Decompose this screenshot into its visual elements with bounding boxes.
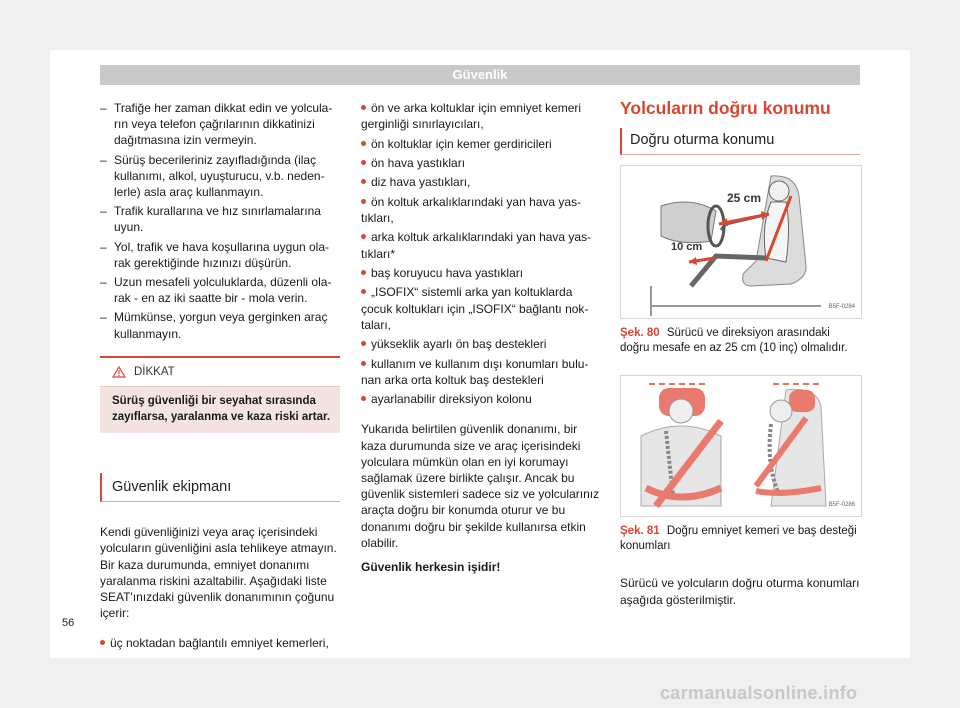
list-item: – Yol, trafik ve hava koşullarına uygun olarak gerektiğinde hızınızı düşürün. bbox=[100, 239, 340, 271]
closing-statement: Güvenlik herkesin işidir! bbox=[361, 559, 501, 574]
warning-triangle-icon bbox=[112, 366, 126, 378]
figure-code: B5F-0284 bbox=[828, 304, 855, 311]
list-item: baş koruyucu hava yastıkları bbox=[361, 265, 601, 281]
list-item: „ISOFIX“ sistemli arka yan koltuklarda çocuk koltukları için „ISOFIX“ bağlantı noktaları, bbox=[361, 284, 601, 333]
intro-paragraph: Kendi güvenliğinizi veya araç içerisindeki yolcuların güvenliğini asla tehlikeye atmayın. Bir kaza durumunda, emniyet donanımı yaralanma riskini azaltabilir. Aşağıdaki liste SEAT'ınızdaki güvenlik donanımının çoğunu içerir: bbox=[100, 525, 337, 621]
warning-header bbox=[100, 358, 340, 387]
watermark: carmanualsonline.info bbox=[660, 683, 858, 703]
section-heading: Güvenlik ekipmanı bbox=[100, 473, 340, 502]
list-item: – Mümkünse, yorgun veya gerginken araç kullanmayın. bbox=[100, 309, 340, 341]
figure-caption-text: Doğru emniyet kemeri ve baş desteği konumları bbox=[620, 525, 857, 552]
column-middle bbox=[361, 100, 601, 575]
figure-caption-text: Sürücü ve direksiyon arasındaki doğru mesafe en az 25 cm (10 inç) olmalıdır. bbox=[620, 327, 848, 354]
column-right bbox=[620, 100, 860, 608]
list-item: – Sürüş becerileriniz zayıfladığında (ilaç kullanımı, alkol, uyuşturucu, v.b. nedenlerle) asla araç kullanmayın. bbox=[100, 152, 340, 201]
list-item: ön ve arka koltuklar için emniyet kemeri gerginliği sınırlayıcıları, bbox=[361, 100, 601, 132]
closing-paragraph: Sürücü ve yolcuların doğru oturma konumları aşağıda gösterilmiştir. bbox=[620, 576, 860, 607]
sub-heading: Doğru oturma konumu bbox=[620, 128, 860, 155]
warning-label: DİKKAT bbox=[134, 365, 175, 378]
list-item: ön hava yastıkları bbox=[361, 155, 601, 171]
list-item: – Trafiğe her zaman dikkat edin ve yolcuların veya telefon çağrılarının dikkatinizi dağıtmasına izin vermeyin. bbox=[100, 100, 340, 149]
figure-number: Şek. 81 bbox=[620, 525, 660, 538]
figure-driver-distance bbox=[620, 165, 862, 319]
seatbelt-headrest-illustration bbox=[621, 376, 859, 514]
figure-seatbelt-headrest bbox=[620, 375, 862, 517]
body-paragraph: Yukarıda belirtilen güvenlik donanımı, bir kaza durumunda size ve araç içerisindeki yolculara mümkün olan en iyi korumayı sağlamak üzere birlikte çalışır. Ancak bu güvenlik sistemleri sadece siz ve yolcularınız araçta doğru bir konumda oturur ve bu donanımı doğru bir şekilde kullanırsa etkin olabilir. bbox=[361, 422, 600, 550]
figure-caption bbox=[620, 524, 860, 553]
figure-code: B5F-0286 bbox=[828, 502, 855, 509]
list-item: arka koltuk arkalıklarındaki yan hava yastıkları* bbox=[361, 229, 601, 261]
figure-caption bbox=[620, 326, 860, 355]
list-item: – Uzun mesafeli yolculuklarda, düzenli olarak - en az iki saatte bir - mola verin. bbox=[100, 274, 340, 306]
list-item: ön koltuklar için kemer gerdiricileri bbox=[361, 136, 601, 152]
list-item: – Trafik kurallarına ve hız sınırlamalarına uyun. bbox=[100, 203, 340, 235]
advice-list bbox=[100, 100, 340, 342]
page-title: Yolcuların doğru konumu bbox=[620, 98, 831, 118]
distance-label-10: 10 cm bbox=[671, 241, 703, 254]
list-item: kullanım ve kullanım dışı konumları bulunan arka orta koltuk baş destekleri bbox=[361, 356, 601, 388]
warning-text: Sürüş güvenliği bir seyahat sırasında zayıflarsa, yaralanma ve kaza riski artar. bbox=[112, 395, 331, 423]
page-header: Güvenlik bbox=[100, 65, 860, 85]
equipment-list bbox=[361, 100, 601, 407]
list-item: diz hava yastıkları, bbox=[361, 174, 601, 190]
distance-label-25: 25 cm bbox=[727, 191, 762, 206]
figure-number: Şek. 80 bbox=[620, 327, 660, 340]
list-item: ayarlanabilir direksiyon kolonu bbox=[361, 391, 601, 407]
list-item: üç noktadan bağlantılı emniyet kemerleri, bbox=[100, 635, 340, 651]
equipment-list-start bbox=[100, 635, 340, 651]
driver-seating-illustration bbox=[621, 166, 859, 316]
list-item: yükseklik ayarlı ön baş destekleri bbox=[361, 336, 601, 352]
list-item: ön koltuk arkalıklarındaki yan hava yastıkları, bbox=[361, 194, 601, 226]
column-left bbox=[100, 100, 340, 655]
page-number: 56 bbox=[62, 617, 75, 629]
warning-box bbox=[100, 356, 340, 433]
